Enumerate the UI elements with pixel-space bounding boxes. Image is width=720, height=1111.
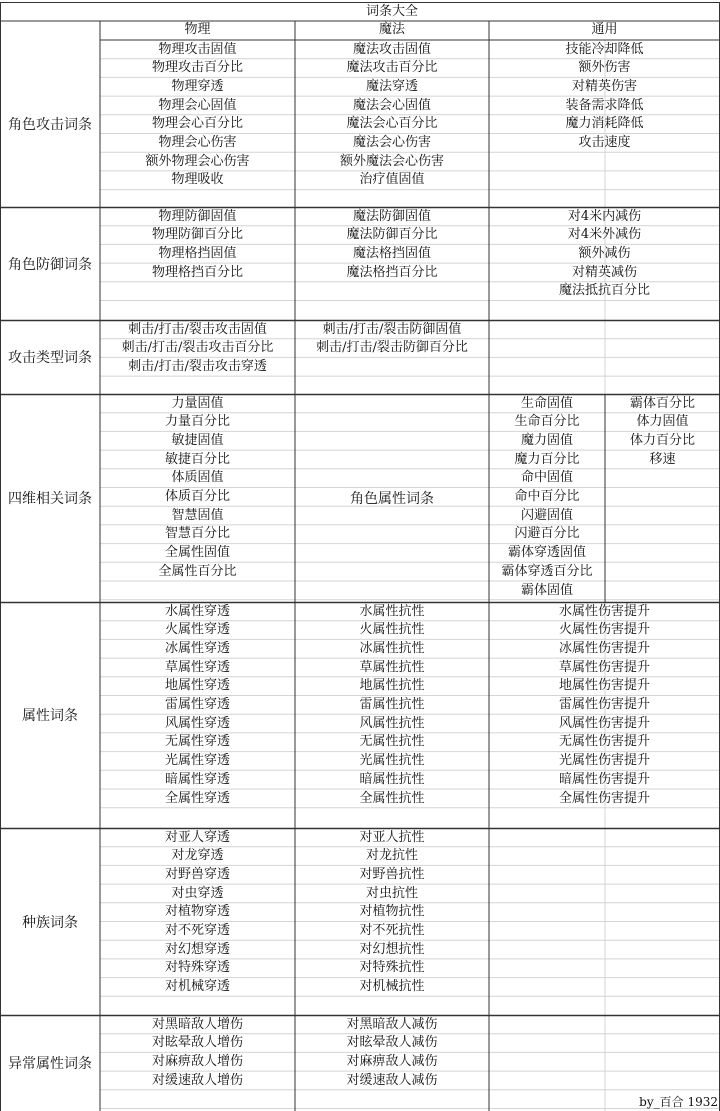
- attribute-entry: 对植物抗性: [359, 904, 425, 920]
- attribute-entry: 魔法会心伤害: [352, 135, 431, 150]
- attribute-entry: 对黑暗敌人增伤: [151, 1016, 243, 1032]
- attribute-entry: 魔法穿透: [365, 78, 418, 94]
- attribute-entry: 物理会心伤害: [158, 135, 237, 150]
- attribute-entry: 草属性抗性: [359, 659, 425, 675]
- attribute-entry: 霸体穿透百分比: [501, 563, 593, 579]
- attribute-entry: 魔法防御百分比: [346, 227, 438, 243]
- attribute-entry: 对缓速敌人增伤: [151, 1072, 243, 1088]
- attribute-entry: 力量百分比: [164, 414, 230, 430]
- attribute-entry: 水属性穿透: [164, 603, 230, 619]
- attribute-entry: 光属性穿透: [164, 753, 230, 769]
- attribute-entry: 对龙抗性: [365, 848, 418, 864]
- attribute-entry: 无属性抗性: [359, 734, 425, 750]
- attribute-entry: 额外物理会心伤害: [145, 153, 250, 169]
- attribute-entry: 全属性百分比: [158, 563, 237, 579]
- attribute-entry: 刺击/打击/裂击攻击固值: [128, 321, 267, 337]
- attribute-entry: 闪避固值: [520, 507, 573, 523]
- attribute-entry: 霸体穿透固值: [507, 545, 586, 561]
- attribute-entry: 对眩晕敌人增伤: [151, 1035, 243, 1051]
- section-label: 攻击类型词条: [8, 350, 92, 366]
- attribute-entry: 体力固值: [636, 414, 689, 430]
- attribute-entry: 命中固值: [520, 470, 573, 486]
- header-general: 通用: [591, 22, 618, 37]
- attribute-entry: 物理会心百分比: [151, 116, 243, 132]
- attribute-entry: 对不死抗性: [359, 923, 425, 938]
- section-label: 属性词条: [22, 708, 78, 724]
- attribute-entry: 智慧固值: [171, 507, 224, 523]
- section-label: 四维相关词条: [8, 491, 92, 507]
- attribute-entry: 火属性抗性: [359, 622, 425, 638]
- attribute-entry: 光属性抗性: [359, 753, 425, 769]
- attribute-entry: 水属性伤害提升: [558, 603, 650, 619]
- attribute-entry: 闪避百分比: [514, 526, 580, 542]
- attribute-entry: 移速: [649, 451, 676, 467]
- attribute-entry: 霸体百分比: [629, 395, 695, 411]
- attribute-entry: 体质百分比: [164, 489, 230, 504]
- author-signature: by_百合 1932: [639, 1095, 718, 1109]
- attribute-entry: 对精英减伤: [571, 264, 637, 280]
- section-label: 角色防御词条: [8, 256, 92, 273]
- attribute-entry: 对麻痹敌人减伤: [346, 1053, 438, 1069]
- attribute-entry: 对缓速敌人减伤: [346, 1072, 438, 1088]
- attribute-entry: 冰属性抗性: [359, 640, 425, 656]
- attribute-entry: 对精英伤害: [571, 78, 637, 94]
- section-label: 异常属性词条: [8, 1056, 92, 1072]
- attribute-entry: 攻击速度: [578, 135, 631, 150]
- header-physical: 物理: [184, 22, 211, 37]
- attribute-entry: 地属性抗性: [359, 678, 425, 694]
- attribute-entry: 全属性伤害提升: [558, 790, 650, 806]
- merged-cell-label: 角色属性词条: [350, 491, 434, 507]
- attribute-entry: 魔法会心固值: [352, 97, 431, 113]
- attribute-entry: 魔法格挡固值: [352, 245, 431, 261]
- attribute-entry: 火属性伤害提升: [558, 622, 650, 638]
- attribute-entry: 物理格挡固值: [158, 245, 237, 261]
- attribute-entry: 对龙穿透: [171, 848, 224, 864]
- attribute-entry: 魔力固值: [520, 432, 573, 448]
- header-magic: 魔法: [378, 22, 405, 37]
- attribute-entry: 命中百分比: [514, 489, 580, 504]
- attribute-entry: 霸体固值: [520, 582, 573, 598]
- attribute-entry: 魔法会心百分比: [346, 116, 438, 132]
- attribute-entry: 冰属性伤害提升: [558, 640, 650, 656]
- attribute-entry: 刺击/打击/裂击攻击百分比: [121, 340, 274, 356]
- attribute-entry: 刺击/打击/裂击防御百分比: [316, 340, 468, 356]
- attribute-entry: 对机械抗性: [359, 979, 425, 995]
- attribute-entry: 对黑暗敌人减伤: [346, 1016, 438, 1032]
- attribute-entry: 技能冷却降低: [565, 41, 644, 57]
- attribute-entry: 魔法抵抗百分比: [558, 283, 650, 299]
- attribute-entry: 魔法防御固值: [352, 208, 431, 224]
- attribute-entry: 额外魔法会心伤害: [339, 153, 444, 169]
- attribute-entry: 无属性伤害提升: [558, 734, 650, 750]
- attribute-entry: 地属性穿透: [164, 678, 230, 694]
- attribute-entry: 对虫穿透: [171, 885, 224, 901]
- attribute-entry: 雷属性伤害提升: [558, 697, 650, 712]
- attribute-entry: 地属性伤害提升: [558, 678, 650, 694]
- attribute-entry: 风属性伤害提升: [558, 715, 650, 731]
- attribute-entry: 治疗值固值: [359, 172, 425, 188]
- attribute-entry: 魔法攻击百分比: [346, 60, 438, 76]
- section-label: 角色攻击词条: [8, 116, 92, 133]
- attribute-entry: 对4米外减伤: [567, 227, 642, 243]
- attribute-entry: 体力百分比: [629, 432, 695, 448]
- attribute-entry: 对幻想抗性: [359, 941, 425, 957]
- attribute-entry: 雷属性穿透: [164, 697, 230, 712]
- attribute-entry: 全属性穿透: [164, 790, 230, 806]
- attribute-entry: 装备需求降低: [565, 97, 644, 113]
- attribute-entry: 物理穿透: [171, 78, 224, 94]
- attribute-entry: 额外减伤: [578, 245, 631, 261]
- attribute-entry: 对4米内减伤: [567, 208, 642, 224]
- attribute-entry: 无属性穿透: [164, 734, 230, 750]
- attribute-entry: 对眩晕敌人减伤: [346, 1035, 438, 1051]
- attribute-entry: 魔法攻击固值: [352, 41, 431, 57]
- attribute-entry: 智慧百分比: [164, 526, 230, 542]
- attribute-entry: 对野兽抗性: [359, 866, 425, 882]
- attribute-entry: 对特殊穿透: [164, 960, 230, 976]
- attribute-entry: 全属性抗性: [359, 790, 425, 806]
- attribute-entry: 全属性固值: [164, 545, 230, 561]
- attribute-entry: 物理会心固值: [158, 97, 237, 113]
- attribute-entry: 物理吸收: [171, 172, 224, 188]
- attribute-entry: 火属性穿透: [164, 622, 230, 638]
- attribute-entry: 雷属性抗性: [359, 697, 425, 712]
- attribute-entry: 魔力消耗降低: [565, 116, 644, 132]
- attribute-entry: 生命固值: [520, 395, 573, 411]
- attribute-entry: 额外伤害: [578, 60, 631, 76]
- attribute-entry: 敏捷固值: [171, 432, 224, 448]
- attribute-entry: 敏捷百分比: [164, 451, 230, 467]
- attribute-entry: 水属性抗性: [359, 603, 425, 619]
- attribute-entry: 对幻想穿透: [164, 941, 230, 957]
- attribute-entry: 对野兽穿透: [164, 866, 230, 882]
- table-title: 词条大全: [365, 4, 418, 19]
- attribute-entry: 对不死穿透: [164, 923, 230, 938]
- attribute-entry: 力量固值: [171, 395, 224, 411]
- attribute-entry: 暗属性伤害提升: [558, 771, 650, 787]
- attribute-entry: 体质固值: [171, 470, 224, 486]
- attribute-entry: 对麻痹敌人增伤: [151, 1053, 243, 1069]
- attribute-entry: 对机械穿透: [164, 979, 230, 995]
- attribute-entry: 草属性伤害提升: [558, 659, 650, 675]
- attribute-entry: 对亚人抗性: [359, 829, 425, 845]
- attribute-entry: 风属性穿透: [164, 715, 230, 731]
- attribute-entry: 对特殊抗性: [359, 960, 425, 976]
- attribute-entry: 风属性抗性: [359, 715, 425, 731]
- attribute-entry: 刺击/打击/裂击攻击穿透: [128, 358, 267, 374]
- attribute-entry: 对虫抗性: [365, 885, 418, 901]
- attribute-entry: 光属性伤害提升: [558, 753, 650, 769]
- attribute-entry: 草属性穿透: [164, 659, 230, 675]
- attribute-entry: 物理攻击百分比: [151, 60, 243, 76]
- attribute-entry: 对植物穿透: [164, 904, 230, 920]
- attribute-entry: 生命百分比: [514, 414, 580, 430]
- attribute-entry: 魔力百分比: [514, 451, 580, 467]
- attribute-entry: 暗属性抗性: [359, 771, 425, 787]
- attribute-entry: 暗属性穿透: [164, 771, 230, 787]
- attribute-entry: 对亚人穿透: [164, 829, 230, 845]
- attribute-entry: 物理防御固值: [158, 208, 237, 224]
- attribute-entry: 物理攻击固值: [158, 41, 237, 57]
- attribute-entry: 物理格挡百分比: [151, 264, 243, 280]
- attribute-entry: 冰属性穿透: [164, 640, 230, 656]
- attribute-entry: 物理防御百分比: [151, 227, 243, 243]
- attribute-entry: 刺击/打击/裂击防御固值: [322, 321, 462, 337]
- section-label: 种族词条: [22, 914, 78, 931]
- attribute-entry: 魔法格挡百分比: [346, 264, 438, 280]
